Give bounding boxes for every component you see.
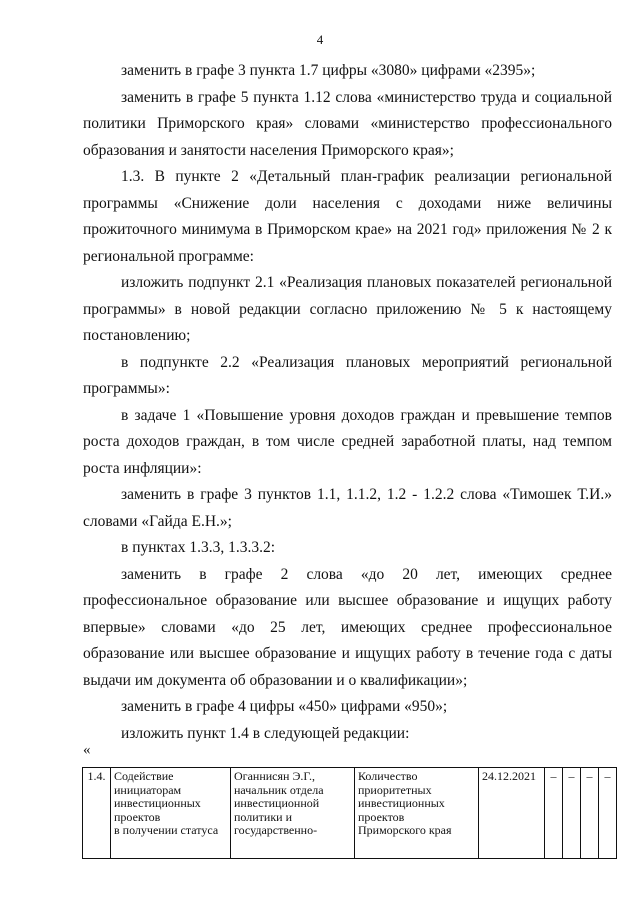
paragraph: изложить подпункт 2.1 «Реализация плановых показателей региональной программы» в новой редакции согласно приложению № 5 к настоящему постановлению;	[83, 274, 612, 344]
activity-line: проектов	[114, 809, 161, 824]
paragraph: заменить в графе 3 пункта 1.7 цифры «3080» цифрами «2395»;	[121, 62, 536, 79]
paragraph: 1.3. В пункте 2 «Детальный план-график реализации региональной программы «Снижение доли населения с доходами ниже величины прожиточного минимума в Приморском крае» на 2021 год» приложения № 2 к региональной программе:	[83, 168, 612, 265]
paragraph: заменить в графе 5 пункта 1.12 слова «министерство труда и социальной политики Приморского края» словами «министерство профессионального образования и занятости населения Приморского края»;	[83, 88, 612, 159]
activity-cell	[111, 768, 231, 859]
dash-cell: –	[545, 768, 563, 859]
paragraph: заменить в графе 4 цифры «450» цифрами «950»;	[121, 698, 448, 715]
document-body	[83, 58, 612, 747]
table-row	[83, 768, 617, 859]
activity-line: инвестиционных	[114, 796, 201, 810]
indicator-line: Приморского края	[358, 823, 452, 837]
indicator-line: Количество	[358, 769, 418, 783]
responsible-line: Оганнисян Э.Г.,	[234, 769, 315, 783]
responsible-line: государственно-	[234, 823, 318, 837]
activity-line: инициаторам	[114, 782, 182, 797]
paragraph: в подпункте 2.2 «Реализация плановых мероприятий региональной программы»:	[83, 353, 612, 397]
indicator-line: приоритетных	[358, 782, 432, 797]
activity-line: в получении статуса	[114, 823, 219, 837]
responsible-line: политики и	[234, 809, 293, 824]
responsible-line: начальник отдела	[234, 782, 324, 797]
responsible-line: инвестиционной	[234, 796, 320, 810]
paragraph: в задаче 1 «Повышение уровня доходов граждан и превышение темпов роста доходов граждан, в том числе средней заработной платы, над темпом роста инфляции»:	[83, 406, 612, 477]
dash-cell: –	[581, 768, 599, 859]
paragraph: заменить в графе 3 пунктов 1.1, 1.1.2, 1.2 - 1.2.2 слова «Тимошек Т.И.» словами «Гайда Е.Н.»;	[83, 486, 612, 530]
activity-line: Содействие	[114, 769, 174, 783]
plan-table	[82, 767, 617, 859]
indicator-line: инвестиционных	[358, 796, 445, 810]
opening-quote-mark: «	[83, 742, 91, 758]
indicator-line: проектов	[358, 809, 405, 824]
paragraph: заменить в графе 2 слова «до 20 лет, имеющих среднее профессиональное образование или высшее образование и ищущих работу впервые» словами «до 25 лет, имеющих среднее профессиональное образование или высшее образование и ищущих работу в течение года с даты выдачи им документа об образовании и о квалификации»;	[83, 565, 612, 689]
indicator-cell	[355, 768, 479, 859]
dash-cell: –	[563, 768, 581, 859]
paragraph: изложить пункт 1.4 в следующей редакции:	[121, 724, 410, 742]
paragraph: в пунктах 1.3.3, 1.3.3.2:	[121, 539, 276, 556]
item-number-cell: 1.4.	[83, 768, 111, 859]
dash-cell: –	[599, 768, 617, 859]
date-cell: 24.12.2021	[479, 768, 545, 859]
page-number: 4	[316, 32, 324, 47]
responsible-cell	[231, 768, 355, 859]
